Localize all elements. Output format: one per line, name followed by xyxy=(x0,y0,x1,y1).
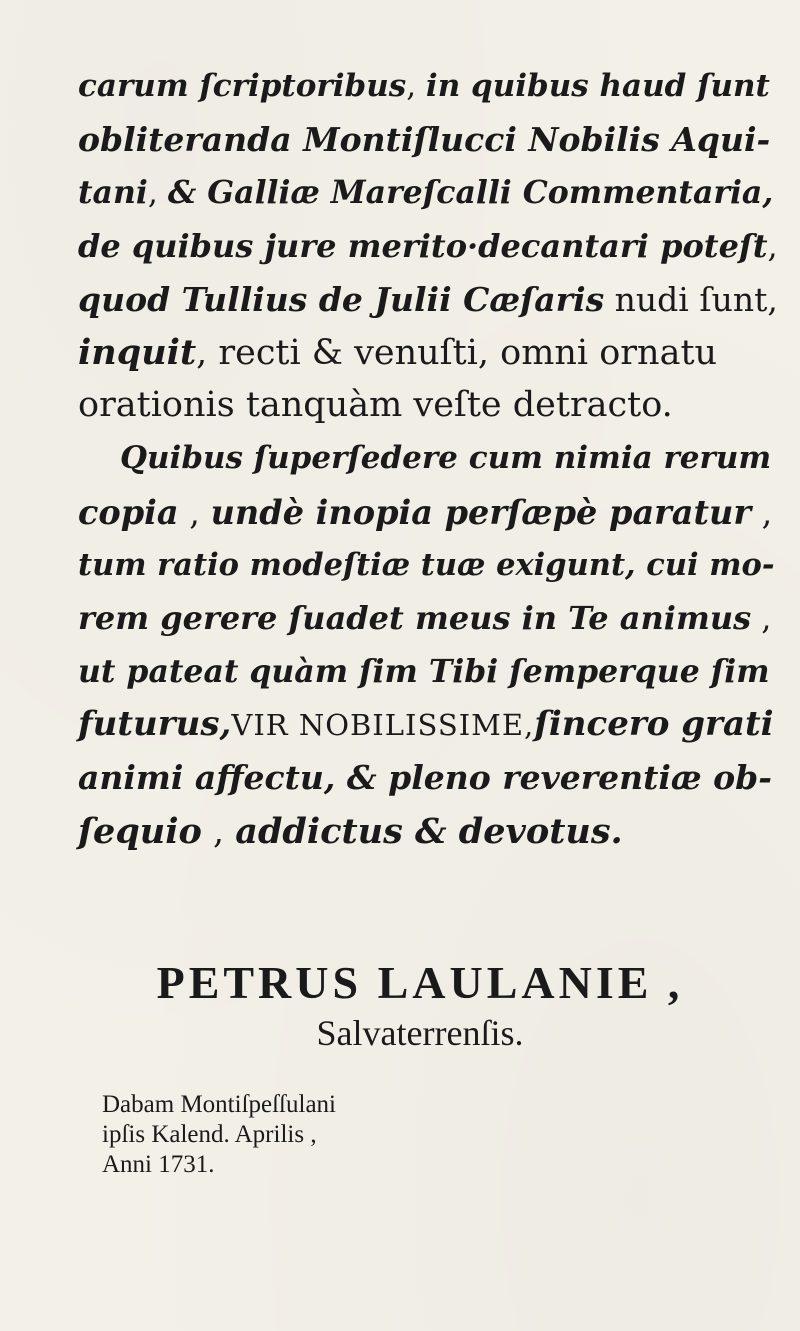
text-segment: Quibus ſuperſedere cum nimia rerum xyxy=(120,440,772,477)
text-segment: orationis tanquàm veſte detracto. xyxy=(78,385,673,426)
text-segment: , recti & venuſti, omni ornatu xyxy=(196,332,718,373)
signature-block xyxy=(0,955,800,1055)
text-line xyxy=(78,751,778,804)
text-segment: addictus & devotus. xyxy=(235,810,623,852)
text-line xyxy=(78,486,778,539)
text-segment: ſincero grati xyxy=(534,704,774,745)
text-segment: inquit xyxy=(78,331,197,373)
text-segment: & Galliæ Mareſcalli Commentaria, xyxy=(167,174,774,212)
text-segment: nudi ſunt, xyxy=(604,279,778,319)
dedication-text xyxy=(78,60,778,858)
text-line xyxy=(78,592,778,645)
text-segment: , xyxy=(178,492,211,532)
text-line xyxy=(78,166,778,219)
text-segment: copia xyxy=(78,492,179,532)
text-segment: , xyxy=(201,811,236,852)
dateline-line-2: ipſis Kalend. Aprilis , xyxy=(102,1121,317,1148)
dateline xyxy=(102,1090,336,1180)
text-line xyxy=(78,432,778,485)
text-line xyxy=(78,220,778,273)
text-line xyxy=(78,60,778,113)
text-segment: ut pateat quàm ſim Tibi ſemperque ſim xyxy=(78,653,770,691)
text-segment: , xyxy=(406,68,426,104)
text-segment: quod Tullius de Julii Cæſaris xyxy=(78,279,605,319)
text-segment: undè inopia perſæpè paratur xyxy=(210,492,751,532)
text-segment: tum ratio modeſtiæ tuæ exigunt, cui mo- xyxy=(78,546,775,583)
text-line xyxy=(78,539,778,592)
text-segment: tani xyxy=(78,174,148,212)
text-segment: , xyxy=(767,226,778,265)
text-line xyxy=(78,645,778,698)
text-segment: , xyxy=(751,492,773,532)
text-line xyxy=(78,379,778,432)
text-segment: VIR NOBILISSIME, xyxy=(231,708,535,743)
dateline-line-1: Dabam Montiſpeſſulani xyxy=(102,1091,336,1118)
text-segment: futurus, xyxy=(78,704,232,745)
dateline-line-3: Anni 1731. xyxy=(102,1151,215,1178)
author-name: PETRUS LAULANIE , xyxy=(156,957,684,1008)
text-segment: in quibus haud ſunt xyxy=(425,68,770,104)
text-segment: rem gerere ſuadet meus in Te animus xyxy=(78,598,752,637)
text-line xyxy=(78,698,778,751)
text-segment: , xyxy=(147,175,168,212)
author-origin: Salvaterrenſis. xyxy=(316,1013,524,1053)
text-segment: ſequio xyxy=(78,810,202,852)
text-line xyxy=(78,113,778,166)
text-segment: , xyxy=(751,598,772,637)
text-line xyxy=(78,805,778,858)
text-segment: carum ſcriptoribus xyxy=(78,68,407,104)
text-segment: de quibus jure merito·decantari poteſt xyxy=(78,226,768,265)
text-line xyxy=(78,326,778,379)
text-line xyxy=(78,273,778,326)
text-segment: animi affectu, & pleno reverentiæ ob- xyxy=(78,758,772,798)
text-segment: obliteranda Montiſlucci Nobilis Aqui- xyxy=(78,120,771,160)
